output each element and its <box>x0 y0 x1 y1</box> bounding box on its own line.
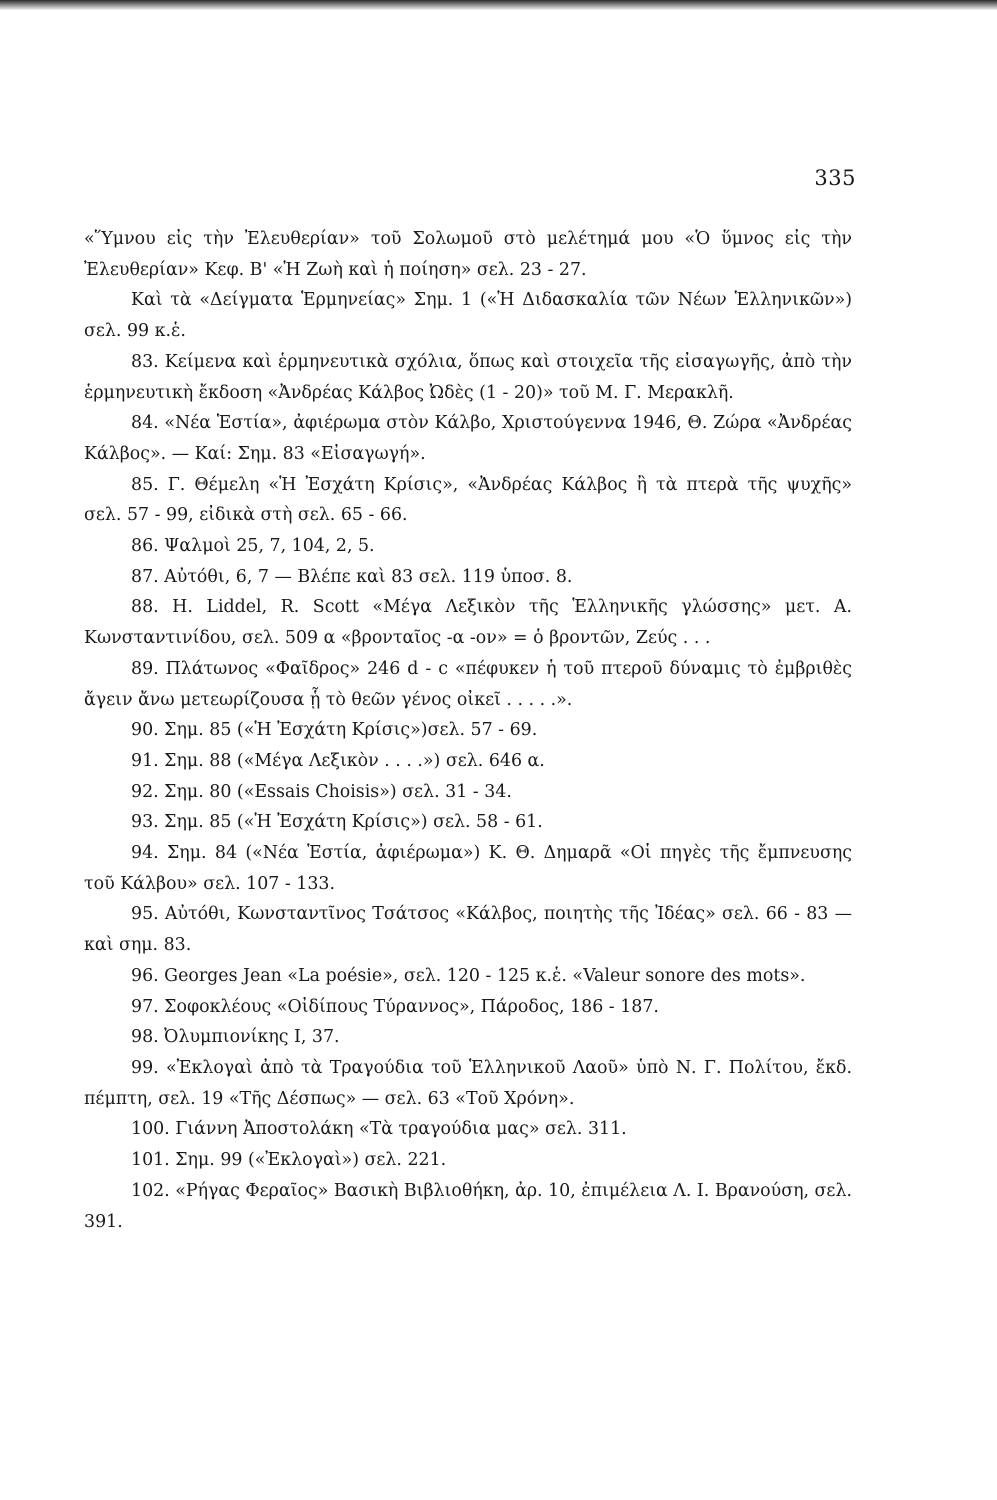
footnote-100: 100. Γιάννη Ἀποστολάκη «Τὰ τραγούδια μας» σελ. 311. <box>131 1119 627 1140</box>
footnote-86: 86. Ψαλμοὶ 25, 7, 104, 2, 5. <box>131 536 375 557</box>
footnote-87: 87. Αὐτόθι, 6, 7 — Βλέπε καὶ 83 σελ. 119 ὑποσ. 8. <box>131 566 573 587</box>
footnote-93: 93. Σημ. 85 («Ἡ Ἐσχάτη Κρίσις») σελ. 58 - 61. <box>131 812 543 833</box>
footnote-85: 85. Γ. Θέμελη «Ἡ Ἐσχάτη Κρίσις», «Ἀνδρέας Κάλβος ἢ τὰ πτερὰ τῆς ψυχῆς» σελ. 57 - 99, εἰδικὰ στὴ σελ. 65 - 66. <box>84 474 852 526</box>
footnote-continuation: «Ὕμνου εἰς τὴν Ἐλευθερίαν» τοῦ Σολωμοῦ στὸ μελέτημά μου «Ὁ ὕμνος εἰς τὴν Ἐλευθερίαν» Κεφ. Β' «Ἡ Ζωὴ καὶ ἡ ποίηση» σελ. 23 - 27. <box>84 229 852 280</box>
footnote-97: 97. Σοφοκλέους «Οἰδίπους Τύραννος», Πάροδος, 186 - 187. <box>131 996 659 1017</box>
footnote-94: 94. Σημ. 84 («Νέα Ἑστία, ἀφιέρωμα») Κ. Θ. Δημαρᾶ «Οἱ πηγὲς τῆς ἔμπνευσης τοῦ Κάλβου» σελ. 107 - 133. <box>84 843 852 894</box>
footnote-96: 96. Georges Jean «La poésie», σελ. 120 - 125 κ.ἑ. «Valeur sonore des mots». <box>131 965 806 986</box>
footnote-89: 89. Πλάτωνος «Φαῖδρος» 246 d - c «πέφυκεν ἡ τοῦ πτεροῦ δύναμις τὸ ἐμβριθὲς ἄγειν ἄνω μετεωρίζουσα ᾗ τὸ θεῶν γένος οἰκεῖ . . . . .». <box>84 658 852 710</box>
scan-top-edge <box>0 0 997 10</box>
footnote-95: 95. Αὐτόθι, Κωνσταντῖνος Τσάτσος «Κάλβος, ποιητὴς τῆς Ἰδέας» σελ. 66 - 83 — καὶ σημ. 83. <box>84 904 852 956</box>
footnote-98: 98. Ὀλυμπιονίκης Ι, 37. <box>131 1027 340 1048</box>
footnote-90: 90. Σημ. 85 («Ἡ Ἐσχάτη Κρίσις»)σελ. 57 - 69. <box>131 720 538 741</box>
footnote-83: 83. Κείμενα καὶ ἑρμηνευτικὰ σχόλια, ὅπως καὶ στοιχεῖα τῆς εἰσαγωγῆς, ἀπὸ τὴν ἑρμηνευτικὴ ἔκδοση «Ἀνδρέας Κάλβος Ὠδὲς (1 - 20)» τοῦ Μ. Γ. Μερακλῆ. <box>84 351 852 403</box>
footnote-92: 92. Σημ. 80 («Essais Choisis») σελ. 31 - 34. <box>131 781 512 802</box>
footnote-88: 88. H. Liddel, R. Scott «Μέγα Λεξικὸν τῆς Ἑλληνικῆς γλώσσης» μετ. Α. Κωνσταντινίδου, σελ. 509 α «βρονταῖος -α -ον» = ὁ βροντῶν, Ζεύς . . . <box>84 597 852 649</box>
footnote-99: 99. «Ἐκλογαὶ ἀπὸ τὰ Τραγούδια τοῦ Ἑλληνικοῦ Λαοῦ» ὑπὸ Ν. Γ. Πολίτου, ἔκδ. πέμπτη, σελ. 19 «Τῆς Δέσπως» — σελ. 63 «Τοῦ Χρόνη». <box>84 1057 852 1109</box>
footnote-84: 84. «Νέα Ἑστία», ἀφιέρωμα στὸν Κάλβο, Χριστούγεννα 1946, Θ. Ζώρα «Ἀνδρέας Κάλβος». — Καί: Σημ. 83 «Εἰσαγωγή». <box>84 413 852 464</box>
footnote-continuation: Καὶ τὰ «Δείγματα Ἑρμηνείας» Σημ. 1 («Ἡ Διδασκαλία τῶν Νέων Ἑλληνικῶν») σελ. 99 κ.ἑ. <box>84 290 852 342</box>
footnote-102: 102. «Ρήγας Φεραῖος» Βασικὴ Βιβλιοθήκη, ἀρ. 10, ἐπιμέλεια Λ. Ι. Βρανούση, σελ. 391. <box>84 1180 852 1232</box>
page-number: 335 <box>814 166 856 190</box>
footnotes <box>84 224 852 1237</box>
footnote-91: 91. Σημ. 88 («Μέγα Λεξικὸν . . . .») σελ. 646 α. <box>131 750 545 771</box>
footnote-101: 101. Σημ. 99 («Ἐκλογαὶ») σελ. 221. <box>131 1150 447 1171</box>
